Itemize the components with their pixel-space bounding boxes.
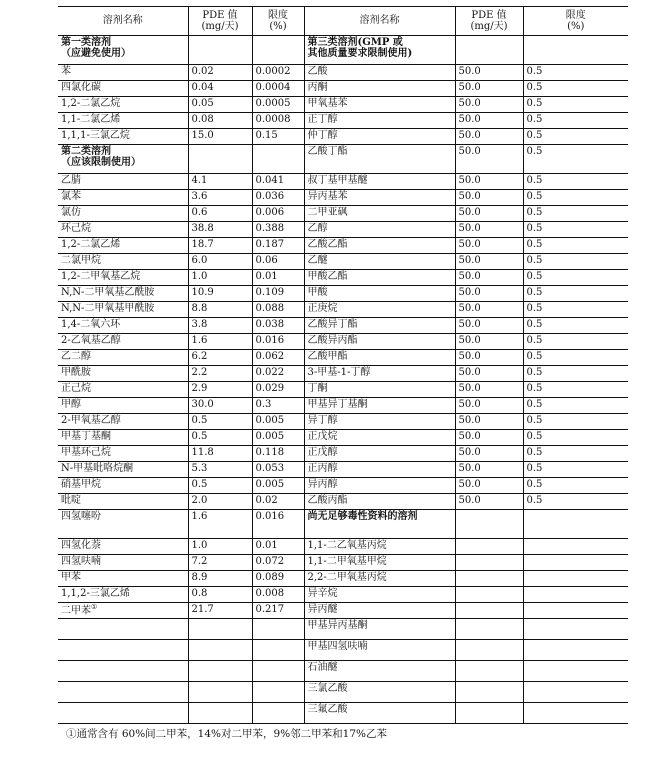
class3-heading-text: 第三类溶剂(GMP 或 其他质量要求限制使用) [307, 37, 413, 60]
limit-cell: 0.5 [523, 174, 628, 190]
pde-cell: 2.2 [188, 366, 252, 382]
header-pde-right [455, 7, 523, 36]
limit-cell: 0.006 [252, 206, 304, 222]
empty-cell [523, 555, 628, 571]
limit-cell: 0.217 [252, 603, 304, 619]
table-row [58, 539, 628, 555]
nodata-heading: 尚无足够毒性资料的溶剂 [304, 510, 455, 539]
pde-cell: 50.0 [455, 190, 523, 206]
table-row [58, 430, 628, 446]
limit-cell: 0.0008 [252, 113, 304, 129]
limit-cell: 0.3 [252, 398, 304, 414]
solvent-name-cell: 四氢噻吩 [58, 510, 188, 539]
empty-cell [455, 555, 523, 571]
table-row [58, 97, 628, 113]
class1-heading [58, 36, 188, 65]
empty-cell [252, 682, 304, 703]
empty-cell [188, 682, 252, 703]
empty-cell [455, 682, 523, 703]
empty-cell [523, 661, 628, 682]
empty-cell [523, 682, 628, 703]
limit-cell: 0.118 [252, 446, 304, 462]
solvent-name-cell: 三氯乙酸 [304, 682, 455, 703]
limit-cell: 0.005 [252, 414, 304, 430]
solvent-name-cell: 四氢化萘 [58, 539, 188, 555]
solvent-name-cell: 乙酸乙酯 [304, 238, 455, 254]
solvent-name-cell: 二甲亚砜 [304, 206, 455, 222]
limit-cell: 0.0004 [252, 81, 304, 97]
table-row [58, 145, 628, 174]
solvent-name-cell: 2-甲氧基乙醇 [58, 414, 188, 430]
empty-cell [523, 571, 628, 587]
solvent-name-cell: 乙酸丁酯 [304, 145, 455, 174]
empty-cell [455, 603, 523, 619]
header-pde-left-text: PDE 值 (mg/天) [201, 9, 239, 32]
pde-cell: 50.0 [455, 414, 523, 430]
table-row [58, 366, 628, 382]
solvent-name-cell: 甲基丁基酮 [58, 430, 188, 446]
solvent-name-cell: 1,2-二甲氧基乙烷 [58, 270, 188, 286]
limit-cell: 0.5 [523, 129, 628, 145]
pde-cell: 50.0 [455, 238, 523, 254]
limit-cell: 0.187 [252, 238, 304, 254]
solvent-name-cell: 四氯化碳 [58, 81, 188, 97]
solvent-name-cell: 正庚烷 [304, 302, 455, 318]
solvent-name-cell: 乙二醇 [58, 350, 188, 366]
pde-cell: 0.05 [188, 97, 252, 113]
solvent-name-cell: 3-甲基-1-丁醇 [304, 366, 455, 382]
solvent-name-cell: 甲基异丙基酮 [304, 619, 455, 640]
limit-cell: 0.036 [252, 190, 304, 206]
header-limit-right-text: 限度 (%) [565, 9, 586, 32]
limit-cell: 0.5 [523, 334, 628, 350]
solvent-name-cell: 氯苯 [58, 190, 188, 206]
pde-cell: 8.9 [188, 571, 252, 587]
table-row [58, 174, 628, 190]
solvent-table-container [58, 6, 628, 724]
pde-cell: 50.0 [455, 478, 523, 494]
limit-cell: 0.022 [252, 366, 304, 382]
table-row [58, 81, 628, 97]
solvent-table [58, 6, 628, 724]
pde-cell: 7.2 [188, 555, 252, 571]
empty-cell [455, 36, 523, 65]
pde-cell: 1.0 [188, 270, 252, 286]
solvent-name-cell: 1,1,2-三氯乙烯 [58, 587, 188, 603]
footnote: ①通常含有 60%间二甲苯，14%对二甲苯，9%邻二甲苯和17%乙苯 [66, 728, 388, 740]
solvent-name-cell: 正丙醇 [304, 462, 455, 478]
pde-cell: 50.0 [455, 129, 523, 145]
solvent-name-cell: 吡啶 [58, 494, 188, 510]
empty-cell [252, 619, 304, 640]
limit-cell: 0.5 [523, 81, 628, 97]
header-limit-left [252, 7, 304, 36]
empty-cell [58, 682, 188, 703]
table-row [58, 129, 628, 145]
pde-cell: 50.0 [455, 334, 523, 350]
pde-cell: 50.0 [455, 145, 523, 174]
empty-cell [455, 703, 523, 724]
pde-cell: 6.2 [188, 350, 252, 366]
limit-cell: 0.062 [252, 350, 304, 366]
pde-cell: 8.8 [188, 302, 252, 318]
limit-cell: 0.5 [523, 190, 628, 206]
limit-cell: 0.5 [523, 286, 628, 302]
solvent-name-cell: 甲酸乙酯 [304, 270, 455, 286]
solvent-name-cell: 1,2-二氯乙烯 [58, 238, 188, 254]
pde-cell: 50.0 [455, 270, 523, 286]
empty-cell [523, 603, 628, 619]
pde-cell: 10.9 [188, 286, 252, 302]
limit-cell: 0.5 [523, 350, 628, 366]
pde-cell: 21.7 [188, 603, 252, 619]
solvent-name-cell: 异丙基苯 [304, 190, 455, 206]
limit-cell: 0.5 [523, 398, 628, 414]
solvent-name-cell: 乙酸丙酯 [304, 494, 455, 510]
empty-cell [252, 145, 304, 174]
pde-cell: 11.8 [188, 446, 252, 462]
empty-cell [188, 36, 252, 65]
limit-cell: 0.5 [523, 238, 628, 254]
solvent-name-cell: 乙酸 [304, 65, 455, 81]
table-row [58, 398, 628, 414]
limit-cell: 0.5 [523, 366, 628, 382]
empty-cell [58, 661, 188, 682]
solvent-name-cell: 甲酰胺 [58, 366, 188, 382]
class1-heading-text: 第一类溶剂 （应避免使用） [61, 37, 131, 60]
pde-cell: 50.0 [455, 81, 523, 97]
empty-cell [455, 619, 523, 640]
limit-cell: 0.005 [252, 478, 304, 494]
solvent-name-cell: 甲基环己烷 [58, 446, 188, 462]
limit-cell: 0.5 [523, 65, 628, 81]
limit-cell: 0.5 [523, 462, 628, 478]
table-row [58, 603, 628, 619]
limit-cell: 0.5 [523, 113, 628, 129]
header-limit-left-text: 限度 (%) [268, 9, 288, 32]
limit-cell: 0.5 [523, 430, 628, 446]
pde-cell: 0.6 [188, 206, 252, 222]
empty-cell [455, 539, 523, 555]
limit-cell: 0.5 [523, 222, 628, 238]
pde-cell: 50.0 [455, 206, 523, 222]
empty-cell [523, 510, 628, 539]
table-row [58, 334, 628, 350]
limit-cell: 0.008 [252, 587, 304, 603]
table-row [58, 238, 628, 254]
table-row [58, 65, 628, 81]
pde-cell: 50.0 [455, 222, 523, 238]
limit-cell: 0.5 [523, 382, 628, 398]
table-row [58, 254, 628, 270]
solvent-name-cell: 二甲苯① [58, 603, 188, 619]
table-row [58, 640, 628, 661]
header-pde-right-text: PDE 值 (mg/天) [470, 9, 508, 32]
empty-cell [252, 661, 304, 682]
limit-cell: 0.005 [252, 430, 304, 446]
solvent-name-cell: 石油醚 [304, 661, 455, 682]
empty-cell [58, 703, 188, 724]
table-row [58, 414, 628, 430]
solvent-name-cell: 三氟乙酸 [304, 703, 455, 724]
solvent-name-cell: 二氯甲烷 [58, 254, 188, 270]
solvent-name-cell: 甲基异丁基酮 [304, 398, 455, 414]
solvent-name-cell: 正戊烷 [304, 430, 455, 446]
empty-cell [455, 587, 523, 603]
solvent-name-cell: 硝基甲烷 [58, 478, 188, 494]
pde-cell: 5.3 [188, 462, 252, 478]
pde-cell: 1.6 [188, 334, 252, 350]
limit-cell: 0.15 [252, 129, 304, 145]
pde-cell: 0.5 [188, 414, 252, 430]
solvent-name-cell: N,N-二甲氧基乙酰胺 [58, 286, 188, 302]
table-row [58, 494, 628, 510]
empty-cell [188, 619, 252, 640]
solvent-name-cell: 甲醇 [58, 398, 188, 414]
pde-cell: 50.0 [455, 366, 523, 382]
empty-cell [523, 703, 628, 724]
table-row [58, 571, 628, 587]
table-row [58, 462, 628, 478]
pde-cell: 6.0 [188, 254, 252, 270]
limit-cell: 0.016 [252, 510, 304, 539]
solvent-name-cell: 1,1-二乙氧基丙烷 [304, 539, 455, 555]
pde-cell: 0.5 [188, 430, 252, 446]
pde-cell: 1.0 [188, 539, 252, 555]
pde-cell: 38.8 [188, 222, 252, 238]
limit-cell: 0.5 [523, 494, 628, 510]
empty-cell [455, 510, 523, 539]
table-row [58, 661, 628, 682]
solvent-name-cell: 1,4-二氧六环 [58, 318, 188, 334]
table-row [58, 190, 628, 206]
solvent-name-cell: 乙酸甲酯 [304, 350, 455, 366]
pde-cell: 2.0 [188, 494, 252, 510]
table-row [58, 113, 628, 129]
pde-cell: 0.02 [188, 65, 252, 81]
empty-cell [455, 571, 523, 587]
solvent-name-cell: 四氢呋喃 [58, 555, 188, 571]
limit-cell: 0.0005 [252, 97, 304, 113]
solvent-name-cell: 乙腈 [58, 174, 188, 190]
empty-cell [188, 640, 252, 661]
limit-cell: 0.088 [252, 302, 304, 318]
pde-cell: 50.0 [455, 302, 523, 318]
limit-cell: 0.5 [523, 478, 628, 494]
empty-cell [58, 619, 188, 640]
solvent-name-cell: 2,2-二甲氧基丙烷 [304, 571, 455, 587]
pde-cell: 50.0 [455, 286, 523, 302]
solvent-name-cell: 正丁醇 [304, 113, 455, 129]
table-row [58, 222, 628, 238]
solvent-name-cell: 1,1-二甲氧基甲烷 [304, 555, 455, 571]
limit-cell: 0.5 [523, 446, 628, 462]
empty-cell [523, 619, 628, 640]
limit-cell: 0.01 [252, 270, 304, 286]
solvent-name-cell: 环己烷 [58, 222, 188, 238]
solvent-name-cell: 1,2-二氯乙烷 [58, 97, 188, 113]
limit-cell: 0.06 [252, 254, 304, 270]
pde-cell: 50.0 [455, 318, 523, 334]
table-row [58, 318, 628, 334]
table-row [58, 350, 628, 366]
solvent-name-cell: 正戊醇 [304, 446, 455, 462]
solvent-name-cell: 异丙醇 [304, 478, 455, 494]
limit-cell: 0.5 [523, 145, 628, 174]
table-row [58, 286, 628, 302]
table-row [58, 703, 628, 724]
pde-cell: 50.0 [455, 494, 523, 510]
pde-cell: 2.9 [188, 382, 252, 398]
table-row [58, 619, 628, 640]
table-row [58, 555, 628, 571]
limit-cell: 0.072 [252, 555, 304, 571]
table-row [58, 587, 628, 603]
table-row [58, 302, 628, 318]
pde-cell: 50.0 [455, 113, 523, 129]
pde-cell: 50.0 [455, 430, 523, 446]
table-header-row [58, 7, 628, 36]
limit-cell: 0.109 [252, 286, 304, 302]
table-row [58, 270, 628, 286]
limit-cell: 0.029 [252, 382, 304, 398]
empty-cell [252, 640, 304, 661]
pde-cell: 50.0 [455, 462, 523, 478]
pde-cell: 1.6 [188, 510, 252, 539]
class2-heading [58, 145, 188, 174]
empty-cell [188, 661, 252, 682]
table-row [58, 478, 628, 494]
limit-cell: 0.5 [523, 97, 628, 113]
limit-cell: 0.388 [252, 222, 304, 238]
solvent-name-cell: 异丁醇 [304, 414, 455, 430]
pde-cell: 50.0 [455, 350, 523, 366]
empty-cell [58, 640, 188, 661]
limit-cell: 0.041 [252, 174, 304, 190]
pde-cell: 4.1 [188, 174, 252, 190]
pde-cell: 50.0 [455, 254, 523, 270]
limit-cell: 0.01 [252, 539, 304, 555]
limit-cell: 0.053 [252, 462, 304, 478]
solvent-name-cell: 1,1-二氯乙烯 [58, 113, 188, 129]
header-solvent-name-left: 溶剂名称 [58, 7, 188, 36]
pde-cell: 50.0 [455, 446, 523, 462]
limit-cell: 0.5 [523, 414, 628, 430]
pde-cell: 18.7 [188, 238, 252, 254]
limit-cell: 0.02 [252, 494, 304, 510]
table-row [58, 682, 628, 703]
class3-heading [304, 36, 455, 65]
solvent-name-cell: 丙酮 [304, 81, 455, 97]
solvent-name-cell: 异辛烷 [304, 587, 455, 603]
solvent-name-cell: 1,1,1-三氯乙烷 [58, 129, 188, 145]
solvent-name-cell: 正己烷 [58, 382, 188, 398]
solvent-name-cell: 甲酸 [304, 286, 455, 302]
limit-cell: 0.016 [252, 334, 304, 350]
footnote-marker: ① [91, 603, 98, 611]
solvent-name-cell: 异丙醚 [304, 603, 455, 619]
solvent-name-cell: 氯仿 [58, 206, 188, 222]
header-limit-right [523, 7, 628, 36]
limit-cell: 0.5 [523, 302, 628, 318]
solvent-name-cell: 乙醚 [304, 254, 455, 270]
limit-cell: 0.089 [252, 571, 304, 587]
pde-cell: 0.5 [188, 478, 252, 494]
solvent-name-cell: 甲苯 [58, 571, 188, 587]
empty-cell [252, 703, 304, 724]
solvent-name-cell: 仲丁醇 [304, 129, 455, 145]
solvent-name-cell: 2-乙氧基乙醇 [58, 334, 188, 350]
solvent-name-cell: 甲氧基苯 [304, 97, 455, 113]
limit-cell: 0.0002 [252, 65, 304, 81]
empty-cell [252, 36, 304, 65]
limit-cell: 0.038 [252, 318, 304, 334]
solvent-name-cell: N-甲基吡咯烷酮 [58, 462, 188, 478]
pde-cell: 50.0 [455, 65, 523, 81]
header-solvent-name-right: 溶剂名称 [304, 7, 455, 36]
limit-cell: 0.5 [523, 254, 628, 270]
limit-cell: 0.5 [523, 318, 628, 334]
table-row [58, 446, 628, 462]
empty-cell [523, 539, 628, 555]
empty-cell [455, 640, 523, 661]
limit-cell: 0.5 [523, 206, 628, 222]
table-row [58, 382, 628, 398]
class-heading-row [58, 36, 628, 65]
empty-cell [188, 703, 252, 724]
empty-cell [188, 145, 252, 174]
table-row [58, 510, 628, 539]
pde-cell: 3.8 [188, 318, 252, 334]
pde-cell: 3.6 [188, 190, 252, 206]
empty-cell [455, 661, 523, 682]
class2-heading-text: 第二类溶剂 （应该限制使用） [61, 146, 141, 169]
pde-cell: 0.04 [188, 81, 252, 97]
solvent-name-cell: 乙醇 [304, 222, 455, 238]
pde-cell: 30.0 [188, 398, 252, 414]
header-pde-left [188, 7, 252, 36]
pde-cell: 50.0 [455, 382, 523, 398]
solvent-name-cell: 乙酸异丁酯 [304, 318, 455, 334]
table-row [58, 206, 628, 222]
solvent-name-cell: N,N-二甲氧基甲酰胺 [58, 302, 188, 318]
pde-cell: 0.08 [188, 113, 252, 129]
solvent-name-cell: 乙酸异丙酯 [304, 334, 455, 350]
pde-cell: 15.0 [188, 129, 252, 145]
empty-cell [523, 587, 628, 603]
solvent-name-cell: 丁酮 [304, 382, 455, 398]
limit-cell: 0.5 [523, 270, 628, 286]
solvent-name-cell: 苯 [58, 65, 188, 81]
pde-cell: 50.0 [455, 398, 523, 414]
empty-cell [523, 640, 628, 661]
pde-cell: 50.0 [455, 97, 523, 113]
solvent-name-cell: 甲基四氢呋喃 [304, 640, 455, 661]
empty-cell [523, 36, 628, 65]
pde-cell: 50.0 [455, 174, 523, 190]
table-body [58, 36, 628, 724]
pde-cell: 0.8 [188, 587, 252, 603]
solvent-name-cell: 叔丁基甲基醚 [304, 174, 455, 190]
